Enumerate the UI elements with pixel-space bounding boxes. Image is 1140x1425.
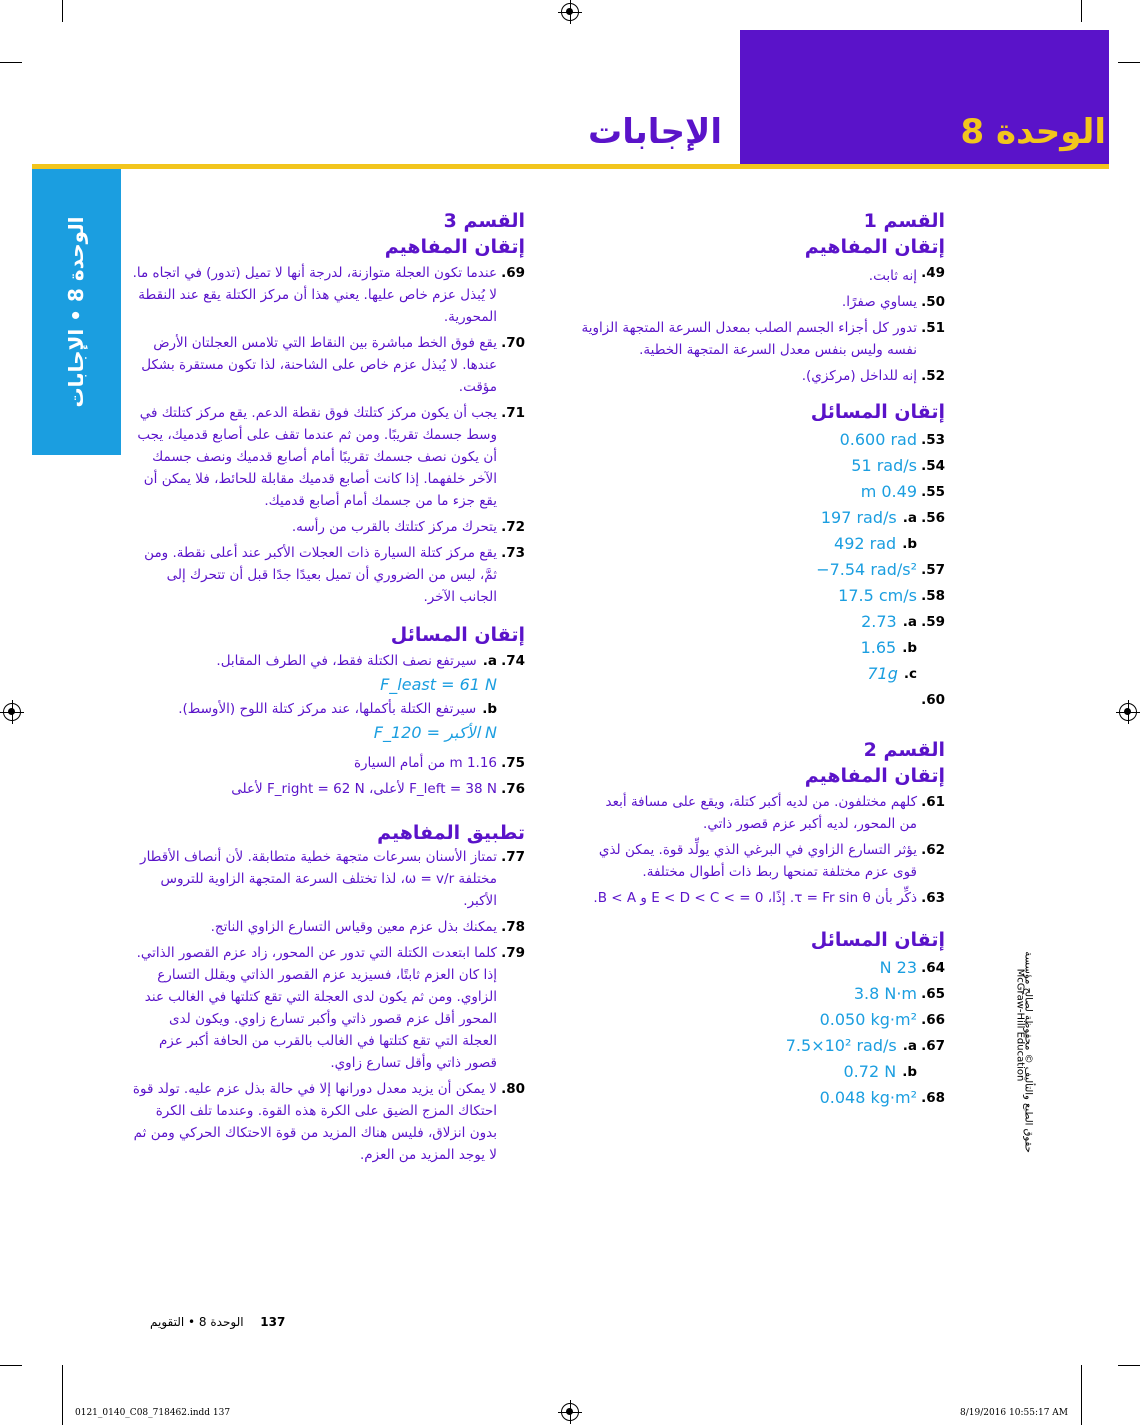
answer-number: .53 (921, 432, 945, 448)
answer-number: .76 (501, 781, 525, 797)
answer-item (130, 846, 525, 912)
answer-item (560, 583, 945, 609)
answer-number: .74 (501, 653, 525, 669)
answer-number: .59 (921, 614, 945, 630)
answer-number: .56 (921, 510, 945, 526)
answer-number: .79 (501, 945, 525, 961)
answer-text: إنه ثابت. (868, 268, 917, 284)
answer-value: 492 rad (834, 534, 897, 553)
subsection-heading: إتقان المسائل (390, 624, 525, 646)
answer-number: .72 (501, 519, 525, 535)
answer-number: .58 (921, 588, 945, 604)
answer-number: .52 (921, 368, 945, 384)
section-heading: القسم 3 (443, 210, 525, 232)
crop-mark (1118, 1365, 1140, 1366)
answer-text: تمتاز الأسنان بسرعات متجهة خطية متطابقة. لأن أنصاف الأقطار مختلفة ω = v/r، لذا تختلف السرعة المتجهة الزاوية للتروس الأكبر. (140, 849, 497, 909)
answer-item (560, 479, 945, 505)
left-column (130, 208, 525, 1166)
answer-text: لا يمكن أن يزيد معدل دورانها إلا في حالة بذل عزم عليه. تولد قوة احتكاك المزج الضيق على الكرة هذه القوة. وعندما تلف الكرة بدون انزلاق، فليس هناك المزيد من قوة الاحتكاك الحركي ومن ثم لا يوجد المزيد من العزم. (132, 1081, 497, 1163)
answer-value: 17.5 cm/s (838, 586, 917, 605)
answer-item (130, 750, 525, 776)
crop-mark (0, 62, 22, 63)
page-footer (150, 1315, 285, 1329)
answer-item (130, 542, 525, 608)
registration-mark-icon (561, 3, 579, 21)
right-column (560, 208, 945, 1111)
answer-item (560, 291, 945, 313)
answer-number: .69 (501, 265, 525, 281)
answer-value: F_least = 61 N (380, 675, 497, 694)
answer-number: .68 (921, 1090, 945, 1106)
copyright-notice: حقوق الطبع والتأليف © محفوظة لصالح مؤسسة (1022, 951, 1034, 1153)
crop-mark (1118, 62, 1140, 63)
answer-number: .78 (501, 919, 525, 935)
answer-item (560, 1007, 945, 1033)
answer-item (560, 557, 945, 583)
answer-item (560, 955, 945, 981)
answer-item (560, 317, 945, 361)
answer-text: إنه للداخل (مركزي). (801, 368, 917, 384)
answer-item: .67 a. 7.5×10² rad/s (560, 1033, 945, 1059)
answer-item (560, 453, 945, 479)
answer-value: 0.050 kg·m² (819, 1010, 917, 1029)
answer-text: يمكنك بذل عزم معين وقياس التسارع الزاوي الناتج. (210, 919, 497, 935)
header-rule (32, 164, 1109, 169)
footer-label: الوحدة 8 • التقويم (150, 1315, 244, 1329)
answer-text: يؤثر التسارع الزاوي في البرغي الذي يولِّد قوة. يمكن لذي قوى عزم مختلفة تمنحها ربط ذات أطوال مختلفة. (598, 842, 917, 880)
answer-value: 3.8 N·m (853, 984, 917, 1003)
section-heading: القسم 2 (863, 739, 945, 761)
answer-formula (130, 720, 525, 746)
answer-number: .51 (921, 320, 945, 336)
answer-item (560, 791, 945, 835)
answer-number: .60 (921, 692, 945, 708)
answer-value: 0.600 rad (839, 430, 917, 449)
answer-text: عندما تكون العجلة متوازنة، لدرجة أنها لا تميل (تدور) في اتجاه ما. لا يُبذل عزم خاص عليها. يعني هذا أن مركز الكتلة يقع عند النقطة المحورية. (132, 265, 497, 325)
publisher-name: McGraw-Hill Education (1014, 968, 1026, 1082)
answer-number: .62 (921, 842, 945, 858)
answer-number: .55 (921, 484, 945, 500)
answer-number: .49 (921, 265, 945, 281)
answer-text: تدور كل أجزاء الجسم الصلب بمعدل السرعة المتجهة الزاوية نفسه وليس بنفس معدل السرعة المتجهة الخطية. (581, 320, 917, 358)
page-number: 137 (260, 1315, 286, 1329)
crop-mark (1081, 1365, 1082, 1425)
crop-mark (0, 1365, 22, 1366)
answer-value: −7.54 rad/s² (816, 560, 917, 579)
answer-text: كلما ابتعدت الكتلة التي تدور عن المحور، زاد عزم القصور الذاتي. إذا كان العزم ثابتًا، فسيزيد عزم القصور الذاتي ويقلل التسارع الزاوي. ومن ثم يكون لدى العجلة التي تقع كتلتها في الغالب عند المحور أقل عزم قصور ذاتي وأكبر تسارع زاوي. ويكون لدى العجلة التي تقع كتلتها في الغالب بالقرب من الحافة أكبر عزم قصور ذاتي وأقل تسارع زاوي. (136, 945, 497, 1071)
answer-text: يتحرك مركز كتلتك بالقرب من رأسه. (291, 519, 497, 535)
answer-item (560, 887, 945, 909)
slug-file: 0121_0140_C08_718462.indd 137 (75, 1408, 231, 1418)
answer-subitem: b. 1.65 (560, 635, 945, 661)
answer-number: .73 (501, 545, 525, 561)
answer-value: 197 rad/s (820, 508, 897, 527)
crop-mark (62, 1365, 63, 1425)
subsection-heading: إتقان المفاهيم (384, 236, 525, 258)
answer-formula (130, 672, 525, 698)
answer-value: F_الأكبر = 120 N (373, 723, 497, 742)
answer-number: .75 (501, 755, 525, 771)
subsection-heading: إتقان المفاهيم (804, 765, 945, 787)
answer-text: كلهم مختلفون. من لديه أكبر كتلة، ويقع على مسافة أبعد من المحور، لديه أكبر عزم قصور ذاتي. (605, 794, 917, 832)
answer-value: 51 rad/s (851, 456, 917, 475)
answer-text: يقع مركز كتلة السيارة ذات العجلات الأكبر عند أعلى نقطة. ومن ثمَّ، ليس من الضروري أن تميل بعيدًا جدًا قبل أن تتحرك إلى الجانب الآخر. (144, 545, 497, 605)
answer-item (560, 365, 945, 387)
answer-number: .61 (921, 794, 945, 810)
chapter-title: الوحدة 8 (960, 112, 1106, 152)
crop-mark (62, 0, 63, 22)
answer-item (130, 402, 525, 512)
registration-mark-icon (1119, 703, 1137, 721)
answer-item (130, 916, 525, 938)
section-heading: القسم 1 (863, 210, 945, 232)
answer-item (130, 332, 525, 398)
answer-text: 1.16 m من أمام السيارة (353, 755, 497, 771)
answer-item (560, 262, 945, 287)
answer-text: يقع فوق الخط مباشرة بين النقاط التي تلامس العجلتان الأرض عندها. لا يُبذل عزم خاص على الشاحنة، لذا تكون مستقرة بشكل مؤقت. (141, 335, 497, 395)
answer-item: .59 a. 2.73 (560, 609, 945, 635)
answer-item (130, 942, 525, 1074)
answer-value: 1.65 (860, 638, 897, 657)
answer-value: 71g (867, 664, 898, 683)
answer-subitem: b. 0.72 N (560, 1059, 945, 1085)
answer-text: سيرتفع الكتلة بأكملها، عند مركز كتلة اللوح (الأوسط). (178, 701, 477, 717)
registration-mark-icon (561, 1403, 579, 1421)
registration-mark-icon (3, 703, 21, 721)
answer-number: .64 (921, 960, 945, 976)
answer-number: .71 (501, 405, 525, 421)
answer-number: .66 (921, 1012, 945, 1028)
answer-value: N 23 (879, 958, 917, 977)
answer-item (130, 262, 525, 328)
page-title: الإجابات (588, 112, 722, 152)
crop-mark (1081, 0, 1082, 22)
slug-time: 8/19/2016 10:55:17 AM (960, 1408, 1069, 1418)
side-tab (32, 169, 121, 455)
answer-item (560, 981, 945, 1007)
answer-text: سيرتفع نصف الكتلة فقط، في الطرف المقابل. (216, 653, 477, 669)
answer-item (560, 427, 945, 453)
answer-number: .50 (921, 294, 945, 310)
answer-item: .56 a. 197 rad/s (560, 505, 945, 531)
answer-number: .57 (921, 562, 945, 578)
answer-number: .54 (921, 458, 945, 474)
section-heading: تطبيق المفاهيم (377, 822, 525, 844)
answer-value: 2.73 (861, 612, 897, 631)
answer-number: .65 (921, 986, 945, 1002)
answer-item (560, 839, 945, 883)
answer-text: يجب أن يكون مركز كتلتك فوق نقطة الدعم. يقع مركز كتلتك في وسط جسمك تقريبًا. ومن ثم عندما تقف على أصابع قدميك، يجب أن يكون نصف جسمك تقريبًا أمام أصابع قدميك ونصف جسمك الآخر خلفهما. إذا كانت أصابع قدميك مقابلة للحائط، فلا يمكن أن يقع جزء ما من جسمك أمام أصابع قدميك. (137, 405, 497, 509)
answer-item (130, 776, 525, 802)
answer-item: .74 a. سيرتفع نصف الكتلة فقط، في الطرف المقابل. (130, 650, 525, 672)
answer-item (130, 516, 525, 538)
subsection-heading: إتقان المسائل (810, 929, 945, 951)
answer-text: يساوي صفرًا. (841, 294, 917, 310)
side-tab-label: الوحدة 8 • الإجابات (64, 216, 88, 408)
answer-number: .77 (501, 849, 525, 865)
answer-number: .63 (921, 890, 945, 906)
answer-value: 7.5×10² rad/s (785, 1036, 897, 1055)
answer-subitem: b. 492 rad (560, 531, 945, 557)
answer-number: .70 (501, 335, 525, 351)
subsection-heading: إتقان المفاهيم (804, 236, 945, 258)
subsection-heading: إتقان المسائل (810, 401, 945, 423)
answer-number: .80 (501, 1081, 525, 1097)
answer-number: .67 (921, 1038, 945, 1054)
answer-value: 0.048 kg·m² (819, 1088, 917, 1107)
answer-value: m 0.49 (860, 482, 917, 501)
answer-value: 0.72 N (843, 1062, 897, 1081)
answer-subitem: c. 71g (560, 661, 945, 687)
answer-item (560, 1085, 945, 1111)
answer-subitem: b. سيرتفع الكتلة بأكملها، عند مركز كتلة اللوح (الأوسط). (130, 698, 525, 720)
answer-text: F_left = 38 N لأعلى، F_right = 62 N لأعلى (231, 781, 497, 797)
answer-item (130, 1078, 525, 1166)
answer-text: ذكِّر بأن τ = Fr sin θ. إذًا، E < D < C < = 0 و B < A. (593, 890, 917, 906)
answer-item (560, 687, 945, 713)
